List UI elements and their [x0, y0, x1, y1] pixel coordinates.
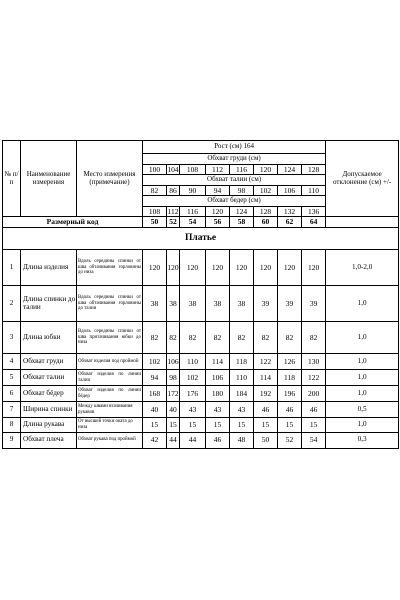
row-number: 2: [3, 286, 21, 322]
measurement-value: 120: [278, 250, 302, 286]
row-number: 7: [3, 402, 21, 418]
measurement-value: 114: [206, 354, 230, 370]
tolerance-value: 0,5: [326, 402, 399, 418]
col-tolerance-header: Допускаемое отклонение (см) +/-: [326, 141, 399, 217]
measurement-value: 46: [254, 402, 278, 418]
row-number: 9: [3, 432, 21, 448]
measurement-value: 38: [167, 286, 180, 322]
measurement-value: 42: [143, 432, 167, 448]
measurement-value: 52: [278, 432, 302, 448]
size-code-cell: 58: [230, 217, 254, 228]
measurement-place: Вдоль середины спинки от шва обтачивания горловины до низа: [77, 250, 143, 286]
size-code-tolerance-blank: [326, 217, 399, 228]
table-row: [3, 322, 399, 354]
measurement-value: 39: [302, 286, 326, 322]
measurement-value: 200: [302, 386, 326, 402]
table-row: [3, 354, 399, 370]
measurement-value: 82: [206, 322, 230, 354]
measurement-value: 130: [302, 354, 326, 370]
measurement-value: 192: [254, 386, 278, 402]
tolerance-value: 1,0: [326, 370, 399, 386]
measurement-name: Длина юбки: [21, 322, 77, 354]
tolerance-value: 1,0: [326, 418, 399, 433]
measurement-value: 196: [278, 386, 302, 402]
measurement-name: Длина спинки до талии: [21, 286, 77, 322]
col-name-header: Наименование измерения: [21, 141, 77, 217]
tolerance-value: 0,3: [326, 432, 399, 448]
measurement-value: 82: [143, 322, 167, 354]
measurement-value: 120: [230, 250, 254, 286]
size-code-cell: 52: [167, 217, 180, 228]
measurement-value: 120: [206, 250, 230, 286]
measurement-value: 82: [167, 322, 180, 354]
measurement-value: 120: [167, 250, 180, 286]
col-place-header: Место измерения (примечание): [77, 141, 143, 217]
row-number: 4: [3, 354, 21, 370]
measurement-value: 102: [143, 354, 167, 370]
row-number: 1: [3, 250, 21, 286]
table-row: [3, 432, 399, 448]
measurement-value: 106: [206, 370, 230, 386]
measurement-value: 110: [180, 354, 206, 370]
waist-value-cell: 94: [206, 186, 230, 196]
hips-header: Обхват бедер (см): [143, 196, 326, 207]
row-number: 8: [3, 418, 21, 433]
tolerance-value: 1,0: [326, 386, 399, 402]
measurement-name: Обхват груди: [21, 354, 77, 370]
measurement-place: Вдоль середины спинки от шва притачивания юбки до низа: [77, 322, 143, 354]
bust-value-cell: 116: [230, 165, 254, 175]
measurement-place: Обхват изделия по линии бёдер: [77, 386, 143, 402]
measurement-value: 102: [180, 370, 206, 386]
hips-value-cell: 116: [180, 207, 206, 217]
bust-value-cell: 108: [180, 165, 206, 175]
tolerance-value: 1,0: [326, 354, 399, 370]
measurement-value: 118: [278, 370, 302, 386]
measurement-value: 82: [254, 322, 278, 354]
measurement-value: 46: [302, 402, 326, 418]
measurement-value: 82: [180, 322, 206, 354]
measurement-value: 184: [230, 386, 254, 402]
size-code-row: [3, 217, 399, 228]
waist-value-cell: 90: [180, 186, 206, 196]
measurement-value: 38: [143, 286, 167, 322]
hips-value-cell: 136: [302, 207, 326, 217]
bust-value-cell: 120: [254, 165, 278, 175]
measurement-value: 48: [230, 432, 254, 448]
waist-value-cell: 86: [167, 186, 180, 196]
measurement-value: 46: [206, 432, 230, 448]
measurement-value: 38: [206, 286, 230, 322]
measurement-value: 46: [278, 402, 302, 418]
bust-value-cell: 104: [167, 164, 179, 174]
measurement-value: 43: [230, 402, 254, 418]
hips-value-cell: 128: [254, 207, 278, 217]
measurement-place: Вдоль середины спинки от шва обтачивания горловины до талии: [77, 286, 143, 322]
measurement-value: 15: [143, 418, 167, 433]
size-code-cell: 56: [206, 217, 230, 228]
size-table: [2, 140, 399, 449]
measurement-name: Обхват бёдер: [21, 386, 77, 402]
section-title: Платье: [3, 228, 399, 250]
measurement-value: 122: [254, 354, 278, 370]
measurement-place: От высшей точки оката до низа: [77, 418, 143, 433]
hips-value-cell: 132: [278, 207, 302, 217]
waist-value-cell: 102: [254, 186, 278, 196]
size-code-cell: 62: [278, 217, 302, 228]
tolerance-value: 1,0: [326, 286, 399, 322]
measurement-value: 120: [254, 250, 278, 286]
bust-value-cell: 112: [206, 165, 230, 175]
measurement-value: 126: [278, 354, 302, 370]
measurement-value: 15: [302, 418, 326, 433]
measurement-value: 43: [180, 402, 206, 418]
measurement-value: 50: [254, 432, 278, 448]
measurement-value: 118: [230, 354, 254, 370]
size-code-cell: 60: [254, 217, 278, 228]
measurement-value: 15: [167, 418, 180, 433]
measurement-value: 172: [167, 386, 180, 402]
measurement-value: 40: [143, 402, 167, 418]
measurement-value: 15: [278, 418, 302, 433]
measurement-value: 114: [254, 370, 278, 386]
table-row: [3, 418, 399, 433]
measurement-name: Длина изделия: [21, 250, 77, 286]
hips-value-cell: 112: [167, 206, 179, 216]
measurement-value: 44: [167, 432, 180, 448]
bust-value-cell: 124: [278, 165, 302, 175]
row-number: 6: [3, 386, 21, 402]
tolerance-value: 1,0: [326, 322, 399, 354]
measurement-value: 44: [180, 432, 206, 448]
measurement-value: 15: [230, 418, 254, 433]
table-row: [3, 386, 399, 402]
row-number: 5: [3, 370, 21, 386]
size-code-cell: 64: [302, 217, 326, 228]
size-code-cell: 54: [180, 217, 206, 228]
waist-value-cell: 82: [143, 186, 167, 196]
height-header: Рост (см) 164: [143, 141, 326, 154]
table-row: [3, 286, 399, 322]
row-number: 3: [3, 322, 21, 354]
bust-value-cell: 100: [143, 165, 167, 175]
table-row: [3, 370, 399, 386]
measurement-value: 120: [180, 250, 206, 286]
measurement-value: 15: [206, 418, 230, 433]
measurement-value: 38: [230, 286, 254, 322]
col-number-header: № п/п: [3, 141, 21, 217]
measurement-place: Обхват изделия по линии талии: [77, 370, 143, 386]
size-code-label: Размерный код: [3, 217, 143, 228]
waist-value-cell: 110: [302, 186, 326, 196]
measurement-name: Обхват талии: [21, 370, 77, 386]
measurement-value: 54: [302, 432, 326, 448]
measurement-name: Обхват плеча: [21, 432, 77, 448]
measurement-value: 120: [143, 250, 167, 286]
measurement-place: Обхват изделия под проймой: [77, 354, 143, 370]
measurement-name: Ширина спинки: [21, 402, 77, 418]
bust-header: Обхват груди (см): [143, 154, 326, 165]
measurement-value: 82: [302, 322, 326, 354]
waist-value-cell: 98: [230, 186, 254, 196]
bust-value-cell: 128: [302, 165, 326, 175]
measurement-value: 39: [254, 286, 278, 322]
measurement-value: 82: [278, 322, 302, 354]
measurement-place: Обхват рукава под проймой: [77, 432, 143, 448]
waist-value-cell: 106: [278, 186, 302, 196]
size-code-cell: 50: [143, 217, 167, 228]
measurement-value: 122: [302, 370, 326, 386]
hips-value-cell: 108: [143, 207, 167, 217]
measurement-value: 98: [167, 370, 180, 386]
measurement-value: 94: [143, 370, 167, 386]
waist-header: Обхват талии (см): [143, 175, 326, 186]
table-row: [3, 402, 399, 418]
measurement-value: 120: [302, 250, 326, 286]
measurement-value: 43: [206, 402, 230, 418]
measurement-value: 38: [180, 286, 206, 322]
measurement-value: 82: [230, 322, 254, 354]
measurement-value: 176: [180, 386, 206, 402]
measurement-value: 40: [167, 402, 180, 418]
measurement-name: Длина рукава: [21, 418, 77, 433]
measurement-value: 39: [278, 286, 302, 322]
measurement-value: 15: [254, 418, 278, 433]
measurement-value: 106: [167, 354, 180, 370]
table-row: [3, 250, 399, 286]
measurement-place: Между швами втачивания рукавов: [77, 402, 143, 418]
hips-value-cell: 124: [230, 207, 254, 217]
measurement-value: 180: [206, 386, 230, 402]
measurement-value: 168: [143, 386, 167, 402]
measurement-value: 15: [180, 418, 206, 433]
measurement-value: 110: [230, 370, 254, 386]
hips-value-cell: 120: [206, 207, 230, 217]
tolerance-value: 1,0-2,0: [326, 250, 399, 286]
